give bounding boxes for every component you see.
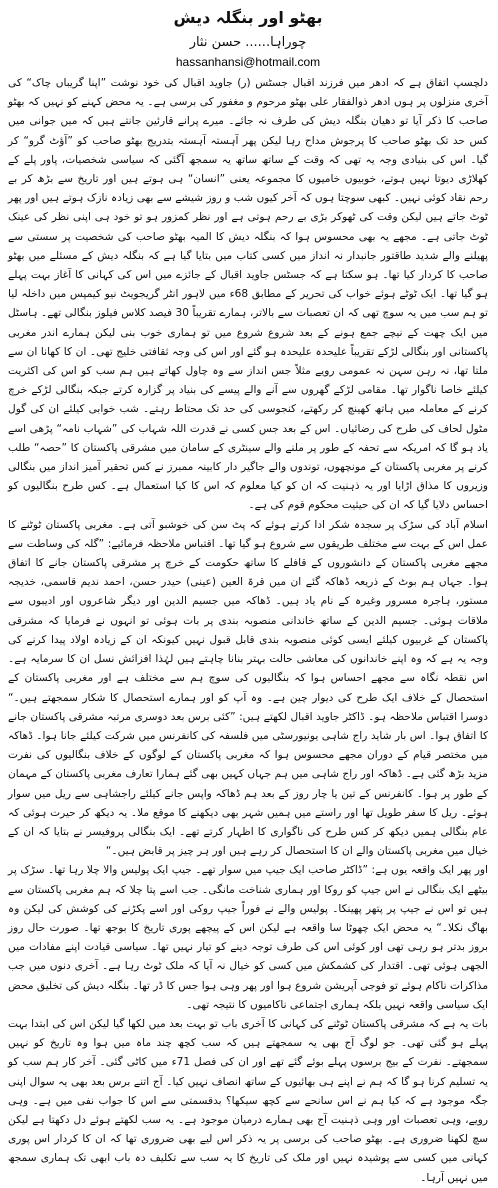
column-name: چوراہا...... (245, 35, 307, 50)
article-body (8, 74, 488, 1184)
article-paragraph: دلچسپ اتفاق ہے کہ ادھر میں فرزند اقبال جسٹس (ر) جاوید اقبال کی خود نوشت ”اپنا گریباں چاک“ کی آخری منزلوں پر ہوں ادھر ذوالفقار علی بھٹو مرحوم و مغفور کی برسی ہے۔ یہ محض کہنے کو نہیں کہ بھٹو صاحب کا ذکر آیا تو دھیان بنگلہ دیش کی طرف نہ جائے۔ میرے پرانے قارئین جانتے ہیں کہ میں جوانی میں کس حد تک بھٹو صاحب کا پرجوش مداح رہا لیکن پھر آہستہ آہستہ بتدریج بھٹو صاحب کو ”آؤٹ گرو“ کر گیا۔ اس کی بنیادی وجہ یہ تھی کہ وقت کے ساتھ ساتھ یہ سمجھ آگئی کہ سیاسی شخصیات، پاور پلے کے کھلاڑی دیوتا نہیں ہوتے، خوبیوں خامیوں کا مجموعہ یعنی ”انسان“ ہی ہوتے ہیں اور تاریخ سے بڑھ کر بے رحم نقاد کوئی نہیں۔ کبھی سوچتا ہوں کہ آخر کیوں شب و روز شیشے سے بھی زیادہ نازک ہوتے ہیں اور پھر ٹوٹ جاتے ہیں لیکن وقت کی ٹھوکر بڑی بے رحم ہوتی ہے اور نظر کمزور ہو تو خود ہی اپنی نظر کی عینک ٹوٹ جاتی ہے۔ مجھے یہ بھی محسوس ہوا کہ بنگلہ دیش کا المیہ بھٹو صاحب کی شخصیت پر سستی سے پھیلنے والے شدید طاقتور جانبدار نہ انداز میں کسی کتاب میں بتایا گیا ہے کہ بنگلہ دیش کے مسئلے میں بھٹو صاحب کا کردار کیا تھا۔ ہو سکتا ہے کہ جسٹس جاوید اقبال کے جائزے میں اس کی کہانی کا آغاز بہت پہلے ہو گیا تھا۔ ایک ٹوٹے ہوئے خواب کی تحریر کے مطابق 68ء میں لاہور انٹر گریجویٹ نیو کیمپس میں داخلہ لیا تو ہم سب میں یہ سوچ تھی کہ ان تعصبات سے بالاتر، ہمارے تقریباً 30 فیصد کلاس فیلوز بنگالی تھے۔ ہاسٹل میں ایک چھت کے نیچے جمع ہونے کے بعد شروع شروع میں تو ہماری خوب بنی لیکن ہمارے اندر مغربی پاکستانی اور بنگالی لڑکے تقریباً علیحدہ علیحدہ ہو گئے اور اس کی وجہ ثقافتی خلیج تھی۔ ان کا کھانا ان سے ملتا تھا، نہ رہن سہن نہ عمومی رویے مثلاً جس انداز سے وہ چاول کھاتے ہیں ہم سب کو اس کی اکثریت کیلئے خاصا ناگوار تھا۔ مقامی لڑکے گھروں سے آنے والے پیسے کی بنیاد پر گزارہ کرتے جبکہ بنگالی لڑکے خرچ کرنے کے معاملہ میں ہاتھ کھینچ کر رکھتے، کنجوسی کی حد تک محتاط رہتے۔ شب خوابی کیلئے ان کی گول مٹول لحاف کی طرح کی رضائیاں۔ اس کے بعد جس کسی نے قدرت اللہ شہاب کی ”شہاب نامہ“ پڑھی اسے یاد ہو گا کہ امریکہ سے تحفہ کے طور پر ملنے والے سینٹری کے سامان میں مشرقی پاکستان کا ”حصہ“ طلب کرنے پر مغربی پاکستان کے مونچھوں، توندوں والے جاگیر دار کابینہ ممبرز نے کس تحقیر آمیز انداز میں بنگالی وزیروں کا مذاق اڑایا اور یہ ذہنیت کہ ان کو کیا معلوم کہ اس کا کیا استعمال ہے۔ کس طرح بنگالیوں کو احساس دلایا گیا کہ ان کی حیثیت محکوم قوم کی ہے۔ (8, 77, 488, 512)
article-title: بھٹو اور بنگلہ دیش (173, 8, 323, 27)
byline-row (8, 34, 488, 52)
author-name: حسن نثار (189, 35, 242, 50)
article-paragraph: اسلام آباد کی سڑک پر سجدہ شکر ادا کرتے ہوئے کہ پٹ سن کی خوشبو آتی ہے۔ مغربی پاکستان ٹوٹنے کا عمل اس کے بہت سے مختلف طریقوں سے شروع ہو گیا تھا۔ اقتباس ملاحظہ فرمائیے: ”گلہ کی وساطت سے مجھے مغربی پاکستان کے دانشوروں کے قافلے کا ساتھ حکومت کے خرچ پر مشرقی پاکستان جانے کا اتفاق ہوا۔ جہاں ہم بوٹ کے ذریعہ ڈھاکہ گئے ان میں قرۃ العین (عینی) حیدر حسن، احمد ندیم قاسمی، خدیجہ مستور، ہاجرہ مسرور وغیرہ کے نام یاد ہیں۔ ڈھاکہ میں جسیم الدین اور دیگر شاعروں اور ادیبوں سے ملاقات ہوئی۔ جسیم الدین کے ساتھ خاندانی منصوبہ بندی پر بات ہوئی تو انہوں نے فرمایا کہ مشرقی پاکستان کے غربیوں کیلئے ایسی کوئی منصوبہ بندی قابل قبول نہیں کیونکہ ان کے زیادہ اولاد پیدا کرنے کی وجہ یہ ہے کہ وہ اپنے خاندانوں کی معاشی حالت بہتر بنانا چاہتے ہیں لہٰذا افزائش نسل ان کا سرمایہ ہے۔ اس نقطہ نگاہ سے مجھے احساس ہوا کہ بنگالیوں کی سوچ ہم سے مختلف ہے اور مغربی پاکستان کے استحصال کے خلاف ایک طرح کی دیوار چین ہے۔ وہ آپ کو اور ہمارے استحصال کا شکار سمجھتے ہیں۔“ دوسرا اقتباس ملاحظہ ہو۔ ڈاکٹر جاوید اقبال لکھتے ہیں: ”کئی برس بعد دوسری مرتبہ مشرقی پاکستان جانے کا اتفاق ہوا۔ اس بار شاید راج شاہی یونیورسٹی میں فلسفہ کی کانفرنس میں شرکت کیلئے جانا ہوا۔ ڈھاکہ میں مختصر قیام کے دوران مجھے محسوس ہوا کہ مغربی پاکستان کے لوگوں کے خلاف بنگالیوں کی نفرت مزید بڑھ گئی ہے۔ ڈھاکہ اور راج شاہی میں ہم جہاں کہیں بھی گئے ہمارا تعارف مغربی پاکستان کے مہمان کے طور پر ہوا۔ کانفرنس کے تین یا چار روز کے بعد ہم ڈھاکہ واپس جانے کیلئے راجشاہی سے ریل میں سوار ہوئے۔ ریل کا سفر طویل تھا اور راستے میں ہمیں شہر بھی دیکھنے کا موقع ملا۔ یہ دیکھ کر حیرت ہوئی کہ عام بنگالی ہمیں دیکھ کر کس طرح کی ناگواری کا اظہار کرتے تھے۔ ایک بنگالی پروفیسر نے بتایا کہ ان کے خیال میں مغربی پاکستان والے ان کا استحصال کر رہے ہیں اور ہر چیز پر قابض ہیں۔“ (8, 518, 488, 858)
article-header (8, 8, 488, 70)
article-paragraph: بات یہ ہے کہ مشرقی پاکستان ٹوٹنے کی کہانی کا آخری باب تو بہت بعد میں لکھا گیا لیکن اس کی ابتدا بہت پہلے ہو گئی تھی۔ جو لوگ آج بھی یہ سمجھتے ہیں کہ سب کچھ چند ماہ میں ہوا وہ تاریخ کو نہیں سمجھتے۔ نفرت کے بیج برسوں پہلے بوئے گئے تھے اور ان کی فصل 71ء میں کاٹی گئی۔ آخر کار ہم سب کو یہ تسلیم کرنا ہو گا کہ ہم نے اپنے ہی بھائیوں کے ساتھ انصاف نہیں کیا۔ آج اتنے برس بعد بھی یہ سوال اپنی جگہ موجود ہے کہ کیا ہم نے اس سانحے سے کچھ سیکھا؟ بدقسمتی سے اس کا جواب نفی میں ہے۔ وہی رویے، وہی تعصبات اور وہی ذہنیت آج بھی ہمارے درمیان موجود ہے۔ یہ سب لکھتے ہوئے دل دکھتا ہے لیکن سچ لکھنا ضروری ہے۔ بھٹو صاحب کی برسی پر یہ ذکر اس لیے بھی ضروری تھا کہ ان کا کردار اس پوری کہانی میں کسی سے پوشیدہ نہیں اور ملک کی تاریخ کا یہ سب سے تکلیف دہ باب ابھی تک ہماری سمجھ میں نہیں آرہا۔ (8, 1017, 488, 1184)
author-email[interactable]: hassanhansi@hotmail.com (175, 55, 321, 69)
article-paragraph: اور پھر ایک واقعہ یوں ہے: ”ڈاکٹر صاحب ایک جیپ میں سوار تھے۔ جیپ ایک پولیس والا چلا رہا تھا۔ سڑک پر بیٹھے ایک بنگالی نے اس جیپ کو روکا اور ہماری شناخت مانگی۔ جب اسے پتا چلا کہ ہم مغربی پاکستان سے ہیں تو اس نے جیپ پر پتھر پھینکا۔ پولیس والے نے فوراً جیپ روکی اور اسے پکڑنے کی کوشش کی لیکن وہ بھاگ نکلا۔“ یہ محض ایک چھوٹا سا واقعہ ہے لیکن اس کے پیچھے پوری تاریخ کا بوجھ تھا۔ صورت حال روز بروز بدتر ہو رہی تھی اور کوئی اس کی طرف توجہ دینے کو تیار نہیں تھا۔ سیاسی قیادت اپنے مفادات میں الجھی ہوئی تھی۔ اقتدار کی کشمکش میں کسی کو خیال نہ آیا کہ ملک ٹوٹ رہا ہے۔ آخری دنوں میں جب مذاکرات ناکام ہوئے تو فوجی آپریشن شروع ہوا اور پھر وہی ہوا جس کا ڈر تھا۔ بنگلہ دیش کی تخلیق محض ایک سیاسی واقعہ نہیں بلکہ ہماری اجتماعی ناکامیوں کا نتیجہ تھی۔ (8, 864, 488, 1011)
